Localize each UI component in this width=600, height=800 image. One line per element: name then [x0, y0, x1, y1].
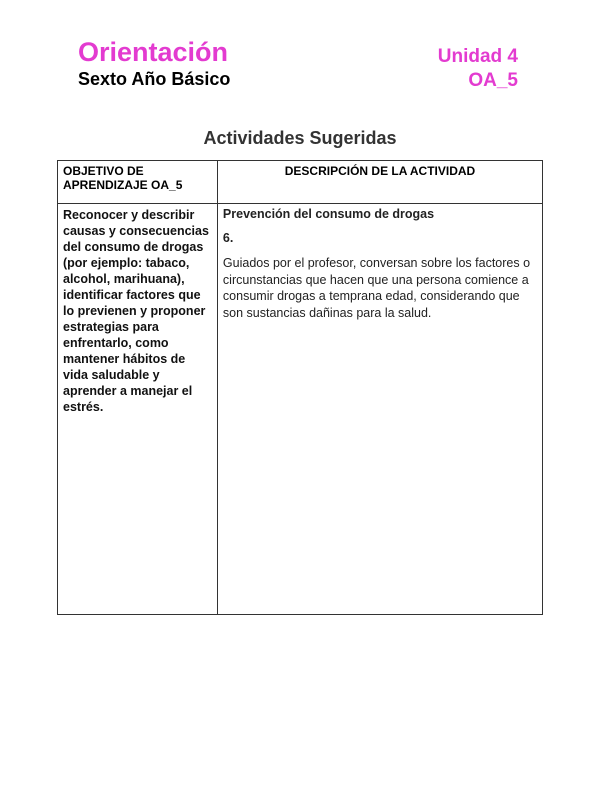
table-row: [58, 204, 543, 615]
activity-number: 6.: [222, 231, 234, 245]
objective-cell: [58, 204, 218, 615]
activity-title: Prevención del consumo de drogas: [222, 207, 435, 221]
unit-label: Unidad 4: [437, 46, 518, 67]
objective-header: OBJETIVO DE APRENDIZAJE OA_5: [58, 161, 218, 204]
subject-title: Orientación: [78, 37, 229, 67]
activity-cell: [217, 204, 542, 615]
section-title: Actividades Sugeridas: [203, 128, 397, 148]
objective-text: Reconocer y describir causas y consecuencias del consumo de drogas (por ejemplo: tabaco, alcohol, marihuana), identificar factores que lo previenen y proponer estrategias para enfrentarlo, como mantener hábitos de vida saludable y aprender a manejar el estrés.: [63, 208, 209, 414]
activity-description: Guiados por el profesor, conversan sobre los factores o circunstancias que hacen que una persona comience a consumir drogas a temprana edad, considerando que son sustancias dañinas para la salud.: [222, 256, 531, 320]
oa-label: OA_5: [468, 70, 518, 91]
activities-table: [57, 160, 543, 615]
document-header: [78, 36, 518, 96]
description-header: DESCRIPCIÓN DE LA ACTIVIDAD: [217, 161, 542, 204]
table-header-row: [58, 161, 543, 204]
grade-subtitle: Sexto Año Básico: [78, 69, 231, 89]
